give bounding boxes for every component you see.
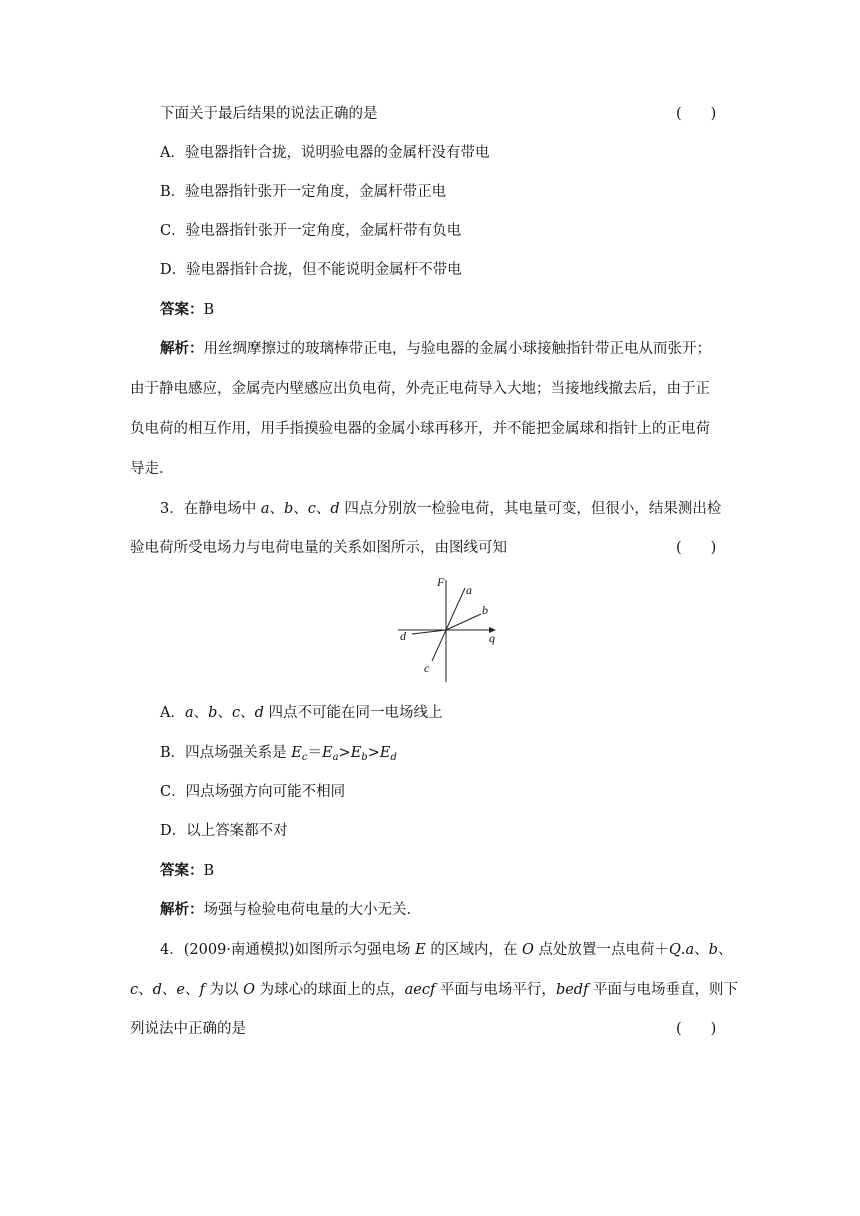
sep: 、 — [717, 942, 733, 958]
q3-option-b — [160, 743, 397, 768]
sep: 、 — [185, 982, 200, 998]
q3-option-d: D．以上答案都不对 — [160, 823, 288, 839]
q3-stem-line-2: 验电荷所受电场力与电荷电量的关系如图所示，由图线可知 — [130, 540, 507, 556]
q2-analysis-label: 解析： — [160, 340, 204, 357]
q3-number: 3． — [160, 501, 184, 517]
label-a: a — [466, 583, 472, 597]
label-d: d — [400, 629, 406, 643]
q2-option-b: B．验电器指针张开一定角度，金属杆带正电 — [160, 184, 447, 200]
sub-d: d — [390, 752, 397, 763]
q2-stem: 下面关于最后结果的说法正确的是 — [160, 106, 378, 122]
var-Q: Q — [668, 942, 681, 958]
q2-analysis-line-2: 由于静电感应，金属壳内壁感应出负电荷，外壳正电荷导入大地；当接地线撤去后，由于正 — [130, 381, 710, 397]
greater-sign: > — [367, 745, 380, 761]
q2-option-d: D．验电器指针合拢，但不能说明金属杆不带电 — [160, 262, 462, 278]
q4-text: 为球心的球面上的点， — [255, 982, 405, 998]
var-E: E — [321, 745, 333, 761]
q3-answer-label: 答案： — [160, 862, 204, 879]
var-e: e — [176, 982, 186, 998]
sep: 、 — [161, 982, 177, 998]
label-b: b — [482, 603, 488, 617]
q2-answer-blank: ( ) — [676, 106, 717, 122]
var-c: c — [231, 705, 241, 721]
q2-analysis-line-3: 负电荷的相互作用，用手指摸验电器的金属小球再移开，并不能把金属球和指针上的正电荷 — [130, 421, 710, 437]
q2-analysis-line-4: 导走． — [130, 461, 174, 477]
greater-sign: > — [338, 745, 351, 761]
label-q: q — [489, 631, 495, 645]
label-F: F — [437, 575, 445, 589]
sep: 、 — [193, 705, 209, 721]
sub-b: b — [361, 752, 368, 763]
var-E: E — [350, 745, 362, 761]
var-d: d — [254, 705, 264, 721]
var-E: E — [415, 942, 426, 958]
var-bedf: bedf — [555, 982, 589, 998]
q3-answer — [160, 861, 214, 881]
var-a: a — [260, 501, 270, 517]
sep: 、 — [269, 501, 284, 517]
sep: 、 — [293, 501, 308, 517]
sep: 、 — [315, 501, 331, 517]
q4-answer-blank: ( ) — [676, 1021, 717, 1037]
line-d — [412, 630, 446, 634]
var-a: a — [184, 705, 194, 721]
var-E: E — [291, 745, 302, 761]
line-a — [446, 588, 465, 630]
q4-stem-line-1 — [160, 940, 732, 960]
q3-stem-text: 四点分别放一检验电荷，其电量可变，但很小，结果测出检 — [339, 501, 722, 517]
var-O: O — [521, 942, 534, 958]
q3-analysis-text: 场强与检验电荷电量的大小无关． — [203, 902, 421, 918]
sub-a: a — [332, 752, 339, 763]
var-f: f — [199, 982, 205, 998]
label-c: c — [424, 661, 430, 675]
q4-stem-line-2 — [130, 980, 738, 1000]
q4-text: 为以 — [204, 982, 244, 998]
q4-stem-line-3: 列说法中正确的是 — [130, 1021, 246, 1037]
var-b: b — [708, 942, 718, 958]
q3-analysis-label: 解析： — [160, 901, 204, 918]
option-text: B．四点场强关系是 — [160, 745, 292, 761]
q2-analysis-text-1: 用丝绸摩擦过的玻璃棒带正电，与验电器的金属小球接触指针带正电从而张开； — [203, 341, 711, 357]
var-O: O — [243, 982, 255, 998]
q2-option-a: A．验电器指针合拢，说明验电器的金属杆没有带电 — [160, 145, 490, 161]
var-E: E — [379, 745, 391, 761]
q3-stem-line-1 — [160, 499, 721, 519]
q4-text: 平面与电场平行， — [435, 982, 556, 998]
q3-answer-value: B — [203, 863, 215, 879]
q3-analysis — [160, 900, 421, 920]
var-b: b — [284, 501, 294, 517]
var-c: c — [130, 982, 139, 998]
q2-answer-value: B — [203, 302, 215, 318]
q3-option-c: C．四点场强方向可能不相同 — [160, 784, 346, 800]
q4-number: 4． — [160, 942, 184, 958]
var-aecf: aecf — [404, 982, 436, 998]
line-c — [432, 630, 446, 661]
option-text: 四点不可能在同一电场线上 — [263, 705, 443, 721]
q4-text: 平面与电场垂直，则下 — [588, 982, 739, 998]
q2-answer — [160, 300, 214, 320]
var-d: d — [330, 501, 340, 517]
q4-text: 如图所示匀强电场 — [294, 942, 416, 958]
q3-option-a — [160, 703, 442, 723]
equals-sign: ＝ — [307, 745, 322, 761]
sub-c: c — [301, 752, 308, 763]
q3-stem-text: 在静电场中 — [183, 501, 261, 517]
q2-analysis-line-1 — [160, 339, 711, 359]
q4-text: 的区域内，在 — [425, 942, 522, 958]
q4-text: . — [680, 942, 686, 958]
sep: 、 — [217, 705, 232, 721]
sep: 、 — [694, 942, 709, 958]
var-c: c — [307, 501, 316, 517]
force-charge-graph — [392, 574, 504, 686]
q3-answer-blank: ( ) — [676, 540, 717, 556]
var-a: a — [685, 942, 695, 958]
sep: 、 — [240, 705, 255, 721]
var-b: b — [208, 705, 218, 721]
q2-answer-label: 答案： — [160, 301, 204, 318]
option-label: A． — [160, 705, 185, 721]
line-b — [446, 614, 481, 630]
q2-option-c: C．验电器指针张开一定角度，金属杆带有负电 — [160, 223, 462, 239]
q4-source: (2009·南通模拟) — [183, 942, 295, 958]
sep: 、 — [138, 982, 153, 998]
q4-text: 点处放置一点电荷＋ — [533, 942, 669, 958]
var-d: d — [152, 982, 162, 998]
